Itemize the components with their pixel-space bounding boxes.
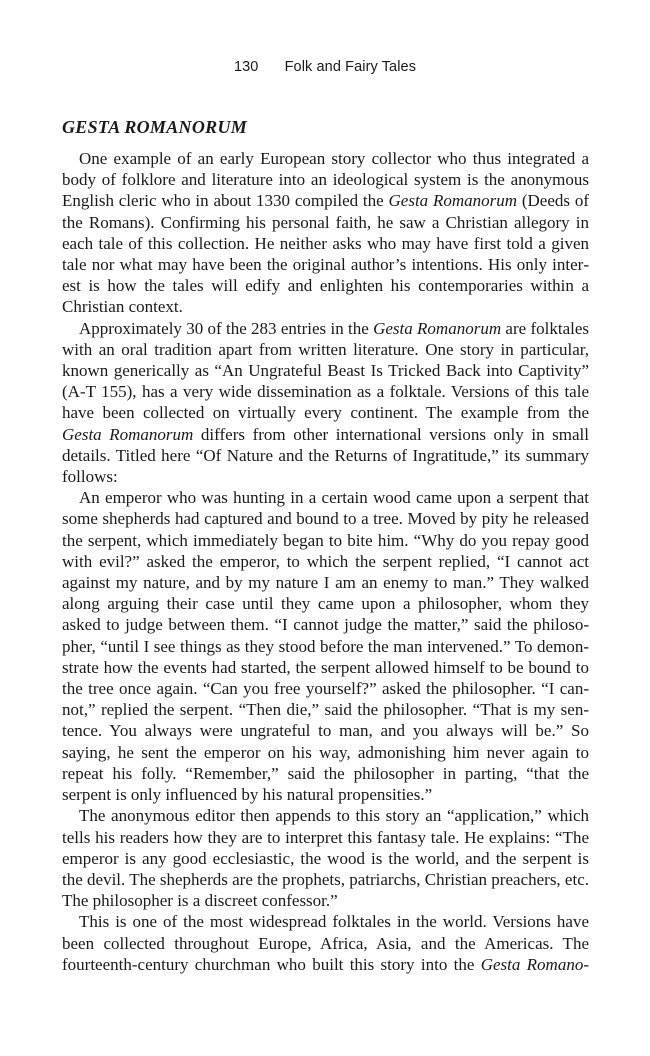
italic-title-text: Gesta Romanorum	[62, 424, 194, 444]
paragraph-text: (Deeds of the Romans). Confirming his personal faith, he saw a Christian allegory in each tale of this collection. He neither asks who may have first told a given tale nor what may have been the original author’s intentions. His only interest is how the tales will edify and enlighten his contemporaries within a Christian context.	[62, 191, 589, 317]
book-title: Folk and Fairy Tales	[284, 59, 417, 75]
paragraph-text: The anonymous editor then appends to this story an “application,” which tells his readers how they are to interpret this fantasy tale. He explains: “The emperor is any good ecclesiastic, the wood is the world, and the serpent is the devil. The shepherds are the prophets, patriarchs, Christian preachers, etc. The philosopher is a discreet confessor.”	[62, 806, 589, 911]
paragraph	[62, 911, 589, 975]
paragraph-text: differs from other international versions only in small details. Titled here “Of Nature and the Returns of Ingratitude,” its summary follows:	[62, 424, 590, 487]
paragraph-text: Approximately 30 of the 283 entries in the	[79, 318, 374, 338]
section-heading: GESTA ROMANORUM	[62, 117, 248, 137]
paragraph	[62, 487, 589, 805]
paragraph-text: One example of an early European story collector who thus integrated a body of folklore and literature into an ideological system is the anonymous English cleric who in about 1330 compiled the	[62, 149, 589, 211]
body-text	[62, 148, 589, 975]
italic-title-text: Gesta Romano-	[480, 954, 589, 974]
paragraph	[62, 148, 589, 318]
italic-title-text: Gesta Romanorum	[388, 191, 518, 211]
paragraph-text: This is one of the most widespread folktales in the world. Versions have been collected throughout Europe, Africa, Asia, and the Americas. The fourteenth-century churchman who built this story into the	[62, 912, 589, 974]
italic-title-text: Gesta Romanorum	[373, 318, 502, 338]
page-number: 130	[233, 59, 259, 75]
paragraph	[62, 805, 589, 911]
paragraph-text: are folktales with an oral tradition apart from written literature. One story in particular, known generically as “An Ungrateful Beast Is Tricked Back into Captivity” (A-T 155), has a very wide dissemination as a folktale. Versions of this tale have been collected on virtually every continent. The example from the	[62, 318, 590, 423]
paragraph-text: An emperor who was hunting in a certain wood came upon a serpent that some shepherds had captured and bound to a tree. Moved by pity he released the serpent, which immediately began to bite him. “Why do you repay good with evil?” asked the emperor, to which the serpent replied, “I cannot act against my nature, and by my nature I am an enemy to man.” They walked along arguing their case until they came upon a philosopher, whom they asked to judge between them. “I cannot judge the matter,” said the philosopher, “until I see things as they stood before the man intervened.” To demonstrate how the events had started, the serpent allowed himself to be bound to the tree once again. “Can you free yourself?” asked the philosopher. “I cannot,” replied the serpent. “Then die,” said the philosopher. “That is my sentence. You always were ungrateful to man, and you always will be.” So saying, he sent the emperor on his way, admonishing him never again to repeat his folly. “Remember,” said the philosopher in parting, “that the serpent is only influenced by his natural propensities.”	[62, 488, 589, 805]
paragraph	[62, 318, 589, 488]
running-head	[0, 59, 650, 75]
